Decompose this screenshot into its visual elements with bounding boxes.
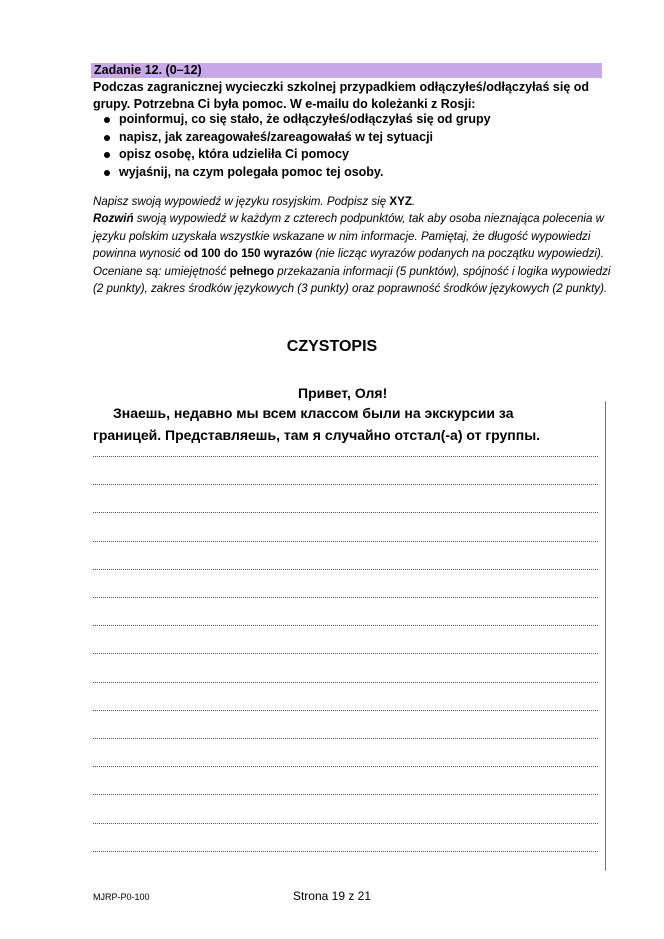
bullet-dot-icon	[104, 152, 110, 158]
instruction-text: (nie licząc wyrazów podanych na początku wypowiedzi). Oceniane są: umiejętność	[93, 247, 605, 278]
bullet-text: napisz, jak zareagowałeś/zareagowałaś w tej sytuacji	[119, 129, 434, 144]
margin-line	[605, 401, 606, 871]
instruction-paragraph	[93, 210, 613, 297]
bullet-text: wyjaśnij, na czym polegała pomoc tej osoby.	[119, 164, 384, 179]
answer-line[interactable]	[93, 541, 598, 542]
bullet-item	[93, 164, 491, 182]
instruction-emphasis: pełnego	[229, 264, 275, 278]
letter-opening	[93, 402, 598, 446]
instruction-text: swoją wypowiedź w każdym z czterech podpunktów, tak aby osoba nieznająca polecenia w języku polskim uzyskała wszystkie wskazane w nim informacje. Pamiętaj, że długość wypowiedzi powinna wynosić	[93, 212, 605, 261]
task-instructions	[93, 193, 613, 297]
answer-line[interactable]	[93, 569, 598, 570]
answer-line[interactable]	[93, 682, 598, 683]
task-intro: Podczas zagranicznej wycieczki szkolnej przypadkiem odłączyłeś/odłączyłaś się od grupy. Potrzebna Ci była pomoc. W e-mailu do koleżanki z Rosji:	[93, 80, 590, 111]
bullet-item	[93, 146, 491, 164]
exam-code: MJRP-P0-100	[93, 892, 150, 902]
letter-line: границей. Представляешь, там я случайно отстал(-а) от группы.	[93, 427, 541, 443]
instruction-text: .	[411, 195, 416, 208]
answer-line[interactable]	[93, 512, 598, 513]
answer-line[interactable]	[93, 484, 598, 485]
bullet-dot-icon	[104, 170, 110, 176]
instruction-text: przekazania informacji (5 punktów), spójność i logika wypowiedzi (2 punkty), zakres środków językowych (3 punkty) oraz poprawność środków językowych (2 punkty).	[93, 264, 611, 296]
page-number: Strona 19 z 21	[292, 889, 372, 903]
bullet-dot-icon	[104, 135, 110, 141]
bullet-item	[93, 111, 491, 129]
answer-line[interactable]	[93, 851, 598, 852]
bullet-dot-icon	[104, 117, 110, 123]
signature-code: XYZ	[389, 195, 412, 208]
bullet-text: opisz osobę, która udzieliła Ci pomocy	[119, 147, 349, 161]
answer-line[interactable]	[93, 710, 598, 711]
letter-line: Знаешь, недавно мы всем классом были на экскурсии за	[113, 405, 514, 421]
answer-line[interactable]	[93, 456, 598, 457]
task-header: Zadanie 12. (0–12)	[91, 63, 602, 78]
answer-line[interactable]	[93, 766, 598, 767]
answer-line[interactable]	[93, 597, 598, 598]
instruction-text: Napisz swoją wypowiedź w języku rosyjskim. Podpisz się	[93, 195, 390, 208]
answer-line[interactable]	[93, 823, 598, 824]
instruction-line-1	[93, 193, 613, 210]
word-count-requirement: od 100 do 150 wyrazów	[183, 247, 313, 261]
answer-line[interactable]	[93, 794, 598, 795]
task-bullet-list	[93, 111, 491, 181]
answer-line[interactable]	[93, 625, 598, 626]
answer-line[interactable]	[93, 738, 598, 739]
instruction-emphasis: Rozwiń	[93, 212, 134, 226]
section-title: CZYSTOPIS	[286, 338, 378, 355]
bullet-item	[93, 129, 491, 147]
bullet-text: poinformuj, co się stało, że odłączyłeś/odłączyłaś się od grupy	[119, 112, 491, 126]
letter-greeting: Привет, Оля!	[298, 385, 388, 401]
answer-line[interactable]	[93, 653, 598, 654]
